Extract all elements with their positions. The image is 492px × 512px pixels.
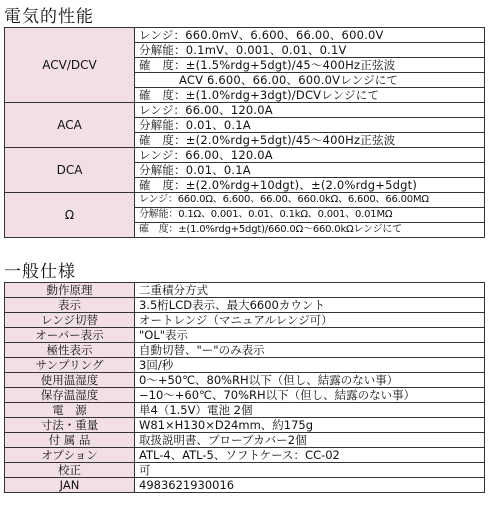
spec-value: 3回/秒 [135, 358, 485, 373]
spec-value: 分解能：0.01、0.1A [135, 163, 485, 178]
spec-label: 動作原理 [5, 283, 135, 298]
spec-label: 校正 [5, 463, 135, 478]
table-row [5, 283, 485, 298]
spec-label: 使用温湿度 [5, 373, 135, 388]
spec-value: W81×H130×D24mm、約175g [135, 418, 485, 433]
table-row [5, 103, 485, 118]
spec-value: 分解能：0.01、0.1A [135, 118, 485, 133]
spec-value: オートレンジ（マニュアルレンジ可） [135, 313, 485, 328]
spec-value: ATL-4、ATL-5、ソフトケース：CC-02 [135, 448, 485, 463]
group-label-dca: DCA [5, 148, 135, 193]
table-row [5, 418, 485, 433]
table-row [5, 298, 485, 313]
spec-value: 分解能：0.1mV、0.001、0.01、0.1V [135, 43, 485, 58]
electrical-performance-heading: 電気的性能 [4, 7, 94, 27]
spec-label: JAN [5, 478, 135, 493]
spec-label: 寸法・重量 [5, 418, 135, 433]
table-row [5, 193, 485, 208]
table-row [5, 403, 485, 418]
spec-label: 電 源 [5, 403, 135, 418]
spec-value: 確 度：±(1.5%rdg+5dgt)/45〜400Hz正弦波 [135, 58, 485, 73]
spec-value: 3.5桁LCD表示、最大6600カウント [135, 298, 485, 313]
spec-value: レンジ：66.00、120.0A [135, 103, 485, 118]
spec-label: 表示 [5, 298, 135, 313]
table-row [5, 313, 485, 328]
group-label-ohm: Ω [5, 193, 135, 238]
spec-label: オプション [5, 448, 135, 463]
spec-label: 保存温湿度 [5, 388, 135, 403]
spec-value: −10〜+60℃、70%RH以下（但し、結露のない事） [135, 388, 485, 403]
spec-value: 0〜+50℃、80%RH以下（但し、結露のない事） [135, 373, 485, 388]
table-row [5, 343, 485, 358]
spec-value: 自動切替、"ー"のみ表示 [135, 343, 485, 358]
spec-value: レンジ：66.00、120.0A [135, 148, 485, 163]
table-row [5, 388, 485, 403]
electrical-performance-table [4, 27, 485, 238]
general-spec-table [4, 282, 485, 493]
spec-value: 確 度：±(1.0%rdg+3dgt)/DCVレンジにて [135, 88, 485, 103]
spec-label: サンプリング [5, 358, 135, 373]
spec-value: 確 度：±(1.0%rdg+5dgt)/660.0Ω〜660.0kΩレンジにて [135, 223, 485, 238]
group-label-acv-dcv: ACV/DCV [5, 28, 135, 103]
table-row [5, 148, 485, 163]
spec-value: 分解能：0.1Ω、0.001、0.01、0.1kΩ、0.001、0.01MΩ [135, 208, 485, 223]
spec-value: "OL"表示 [135, 328, 485, 343]
spec-value: 取扱説明書、プローブカバー2個 [135, 433, 485, 448]
spec-value: 単4（1.5V）電池 2個 [135, 403, 485, 418]
table-row [5, 28, 485, 43]
spec-value: 二重積分方式 [135, 283, 485, 298]
spec-value: 確 度：±(2.0%rdg+5dgt)/45〜400Hz正弦波 [135, 133, 485, 148]
group-label-aca: ACA [5, 103, 135, 148]
table-row [5, 433, 485, 448]
spec-value: ACV 6.600、66.00、600.0Vレンジにて [135, 73, 485, 88]
spec-label: 極性表示 [5, 343, 135, 358]
table-row [5, 478, 485, 493]
spec-value: 4983621930016 [135, 478, 485, 493]
table-row [5, 358, 485, 373]
spec-value: レンジ：660.0Ω、6.600、66.00、660.0kΩ、6.600、66.00MΩ [135, 193, 485, 208]
spec-label: レンジ切替 [5, 313, 135, 328]
table-row [5, 328, 485, 343]
spec-value: レンジ：660.0mV、6.600、66.00、600.0V [135, 28, 485, 43]
spec-value: 可 [135, 463, 485, 478]
spec-label: オーバー表示 [5, 328, 135, 343]
table-row [5, 463, 485, 478]
spec-value: 確 度：±(2.0%rdg+10dgt)、±(2.0%rdg+5dgt) [135, 178, 485, 193]
table-row [5, 373, 485, 388]
table-row [5, 448, 485, 463]
general-spec-heading: 一般仕様 [4, 262, 76, 282]
spec-label: 付 属 品 [5, 433, 135, 448]
